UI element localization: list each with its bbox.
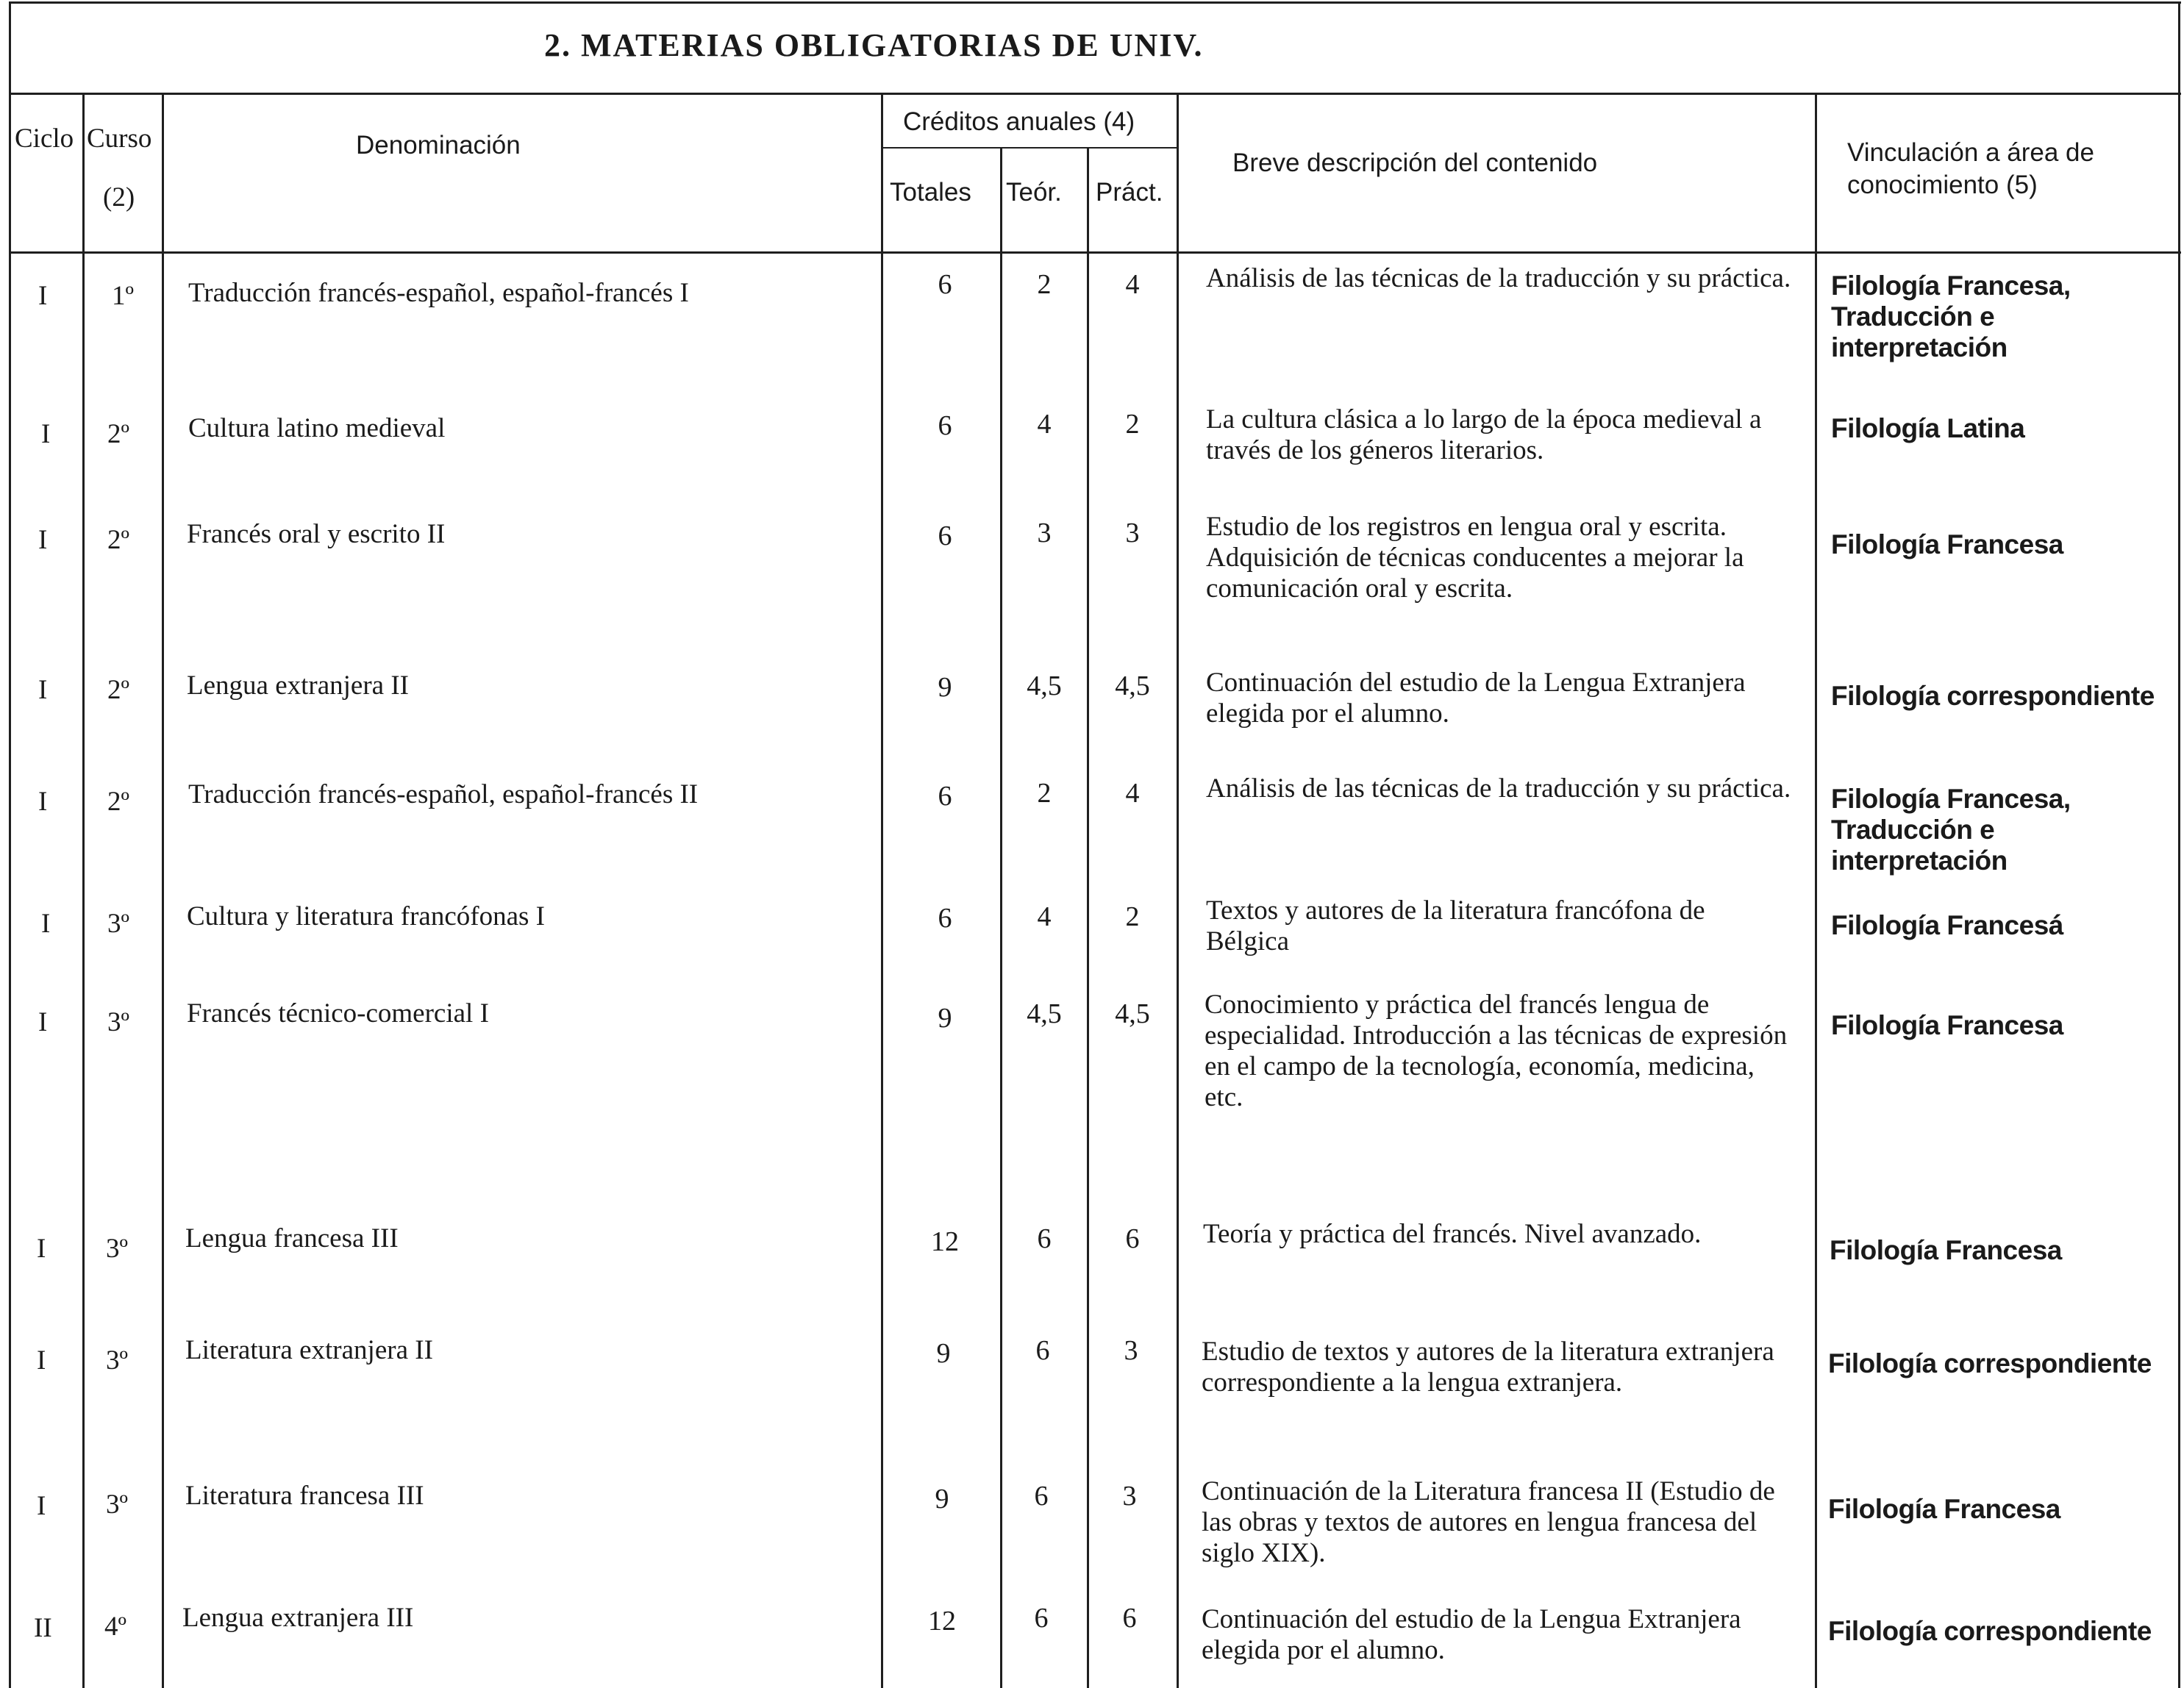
cell-teor: 3 bbox=[1037, 518, 1052, 548]
cell-vinculacion: Filología Latina bbox=[1831, 413, 2025, 443]
cell-pract: 3 bbox=[1122, 1481, 1137, 1512]
cell-ciclo: I bbox=[37, 1345, 46, 1376]
cell-vinculacion: Filología Francesá bbox=[1831, 910, 2063, 940]
cell-totales: 9 bbox=[935, 1484, 949, 1514]
table-border-right bbox=[2178, 1, 2180, 1688]
cell-vinculacion: Filología Francesa bbox=[1830, 1235, 2062, 1265]
cell-descripcion: Textos y autores de la literatura francófona de Bélgica bbox=[1206, 895, 1705, 956]
col-line-descripcion bbox=[1815, 94, 1817, 1688]
cell-totales: 9 bbox=[938, 1003, 952, 1034]
cell-vinculacion: Filología correspondiente bbox=[1828, 1616, 2152, 1646]
header-vinculacion: Vinculación a área de conocimiento (5) bbox=[1847, 138, 2094, 199]
cell-denominacion: Traducción francés-español, español-francés II bbox=[188, 779, 699, 809]
cell-pract: 4,5 bbox=[1115, 998, 1150, 1029]
cell-ciclo: I bbox=[38, 525, 48, 555]
cell-totales: 6 bbox=[938, 781, 952, 812]
cell-pract: 2 bbox=[1125, 409, 1140, 440]
cell-teor: 6 bbox=[1034, 1603, 1049, 1634]
cell-totales: 6 bbox=[938, 903, 952, 934]
cell-denominacion: Cultura y literatura francófonas I bbox=[187, 901, 545, 931]
header-divider bbox=[9, 251, 2181, 254]
cell-teor: 4 bbox=[1037, 901, 1052, 932]
cell-curso: 2º bbox=[107, 419, 129, 449]
cell-pract: 2 bbox=[1125, 901, 1140, 932]
cell-totales: 9 bbox=[938, 672, 952, 703]
header-pract: Práct. bbox=[1096, 178, 1163, 207]
cell-descripcion: Análisis de las técnicas de la traducción y su práctica. bbox=[1206, 773, 1791, 804]
col-line-pract bbox=[1177, 94, 1179, 1688]
cell-teor: 2 bbox=[1037, 778, 1052, 809]
cell-ciclo: I bbox=[41, 419, 51, 449]
cell-curso: 1º bbox=[112, 281, 134, 311]
cell-descripcion: Teoría y práctica del francés. Nivel avanzado. bbox=[1203, 1219, 1702, 1249]
cell-descripcion: Análisis de las técnicas de la traducción y su práctica. bbox=[1206, 263, 1791, 293]
cell-ciclo: II bbox=[34, 1613, 52, 1643]
cell-vinculacion: Filología correspondiente bbox=[1828, 1348, 2152, 1378]
col-line-denominacion bbox=[881, 94, 883, 1688]
cell-curso: 2º bbox=[107, 525, 129, 555]
cell-pract: 6 bbox=[1125, 1223, 1140, 1254]
creditos-subdivider bbox=[881, 147, 1177, 149]
cell-teor: 6 bbox=[1034, 1481, 1049, 1512]
table-border-left bbox=[9, 1, 11, 1688]
cell-curso: 3º bbox=[106, 1345, 128, 1376]
cell-curso: 2º bbox=[107, 675, 129, 705]
table-border-top bbox=[9, 1, 2181, 4]
cell-denominacion: Literatura extranjera II bbox=[185, 1335, 433, 1365]
cell-vinculacion: Filología Francesa, Traducción e interpretación bbox=[1831, 784, 2071, 876]
cell-denominacion: Francés técnico-comercial I bbox=[187, 998, 489, 1029]
cell-pract: 4,5 bbox=[1115, 670, 1150, 701]
cell-teor: 2 bbox=[1037, 269, 1052, 300]
cell-curso: 3º bbox=[107, 909, 129, 939]
cell-vinculacion: Filología Francesa, Traducción e interpretación bbox=[1831, 271, 2071, 362]
cell-vinculacion: Filología Francesa bbox=[1828, 1494, 2060, 1524]
header-totales: Totales bbox=[890, 178, 971, 207]
cell-curso: 3º bbox=[106, 1234, 128, 1264]
cell-teor: 4 bbox=[1037, 409, 1052, 440]
cell-ciclo: I bbox=[38, 281, 48, 311]
cell-denominacion: Lengua francesa III bbox=[185, 1223, 399, 1254]
cell-pract: 6 bbox=[1122, 1603, 1137, 1634]
cell-denominacion: Literatura francesa III bbox=[185, 1481, 424, 1511]
cell-denominacion: Lengua extranjera II bbox=[187, 670, 409, 701]
cell-teor: 4,5 bbox=[1027, 998, 1062, 1029]
cell-denominacion: Cultura latino medieval bbox=[188, 413, 446, 443]
cell-totales: 9 bbox=[936, 1338, 951, 1369]
cell-curso: 2º bbox=[107, 787, 129, 817]
cell-totales: 6 bbox=[938, 521, 952, 551]
cell-pract: 3 bbox=[1124, 1335, 1138, 1366]
cell-descripcion: Continuación de la Literatura francesa II (Estudio de las obras y textos de autores en lengua francesa del siglo XIX). bbox=[1202, 1476, 1775, 1568]
header-ciclo: Ciclo bbox=[15, 124, 74, 154]
cell-curso: 4º bbox=[104, 1612, 126, 1642]
cell-curso: 3º bbox=[107, 1007, 129, 1037]
header-curso-note: (2) bbox=[103, 182, 135, 212]
cell-vinculacion: Filología Francesa bbox=[1831, 1010, 2063, 1040]
cell-totales: 12 bbox=[931, 1226, 959, 1257]
cell-descripcion: Continuación del estudio de la Lengua Extranjera elegida por el alumno. bbox=[1206, 668, 1746, 729]
cell-descripcion: Estudio de los registros en lengua oral y escrita. Adquisición de técnicas conducentes a mejorar la comunicación oral y escrita. bbox=[1206, 512, 1744, 604]
cell-teor: 6 bbox=[1037, 1223, 1052, 1254]
cell-denominacion: Traducción francés-español, español-francés I bbox=[188, 278, 689, 308]
cell-pract: 4 bbox=[1125, 778, 1140, 809]
cell-ciclo: I bbox=[38, 675, 48, 705]
header-denominacion: Denominación bbox=[356, 131, 521, 160]
cell-totales: 6 bbox=[938, 410, 952, 441]
cell-pract: 4 bbox=[1125, 269, 1140, 300]
header-teor: Teór. bbox=[1006, 178, 1062, 207]
col-line-ciclo bbox=[82, 94, 85, 1688]
cell-ciclo: I bbox=[38, 787, 48, 817]
page-title: 2. MATERIAS OBLIGATORIAS DE UNIV. bbox=[544, 27, 1204, 63]
cell-vinculacion: Filología correspondiente bbox=[1831, 681, 2155, 711]
cell-denominacion: Francés oral y escrito II bbox=[187, 519, 446, 549]
cell-teor: 4,5 bbox=[1027, 670, 1062, 701]
cell-teor: 6 bbox=[1035, 1335, 1050, 1366]
header-creditos: Créditos anuales (4) bbox=[903, 107, 1135, 136]
cell-denominacion: Lengua extranjera III bbox=[182, 1603, 414, 1633]
cell-ciclo: I bbox=[37, 1234, 46, 1264]
cell-ciclo: I bbox=[41, 909, 51, 939]
header-curso: Curso bbox=[87, 124, 152, 154]
cell-descripcion: Continuación del estudio de la Lengua Extranjera elegida por el alumno. bbox=[1202, 1604, 1741, 1665]
col-line-curso bbox=[162, 94, 164, 1688]
cell-curso: 3º bbox=[106, 1489, 128, 1520]
cell-totales: 12 bbox=[928, 1606, 956, 1637]
cell-ciclo: I bbox=[37, 1491, 46, 1521]
cell-descripcion: La cultura clásica a lo largo de la época medieval a través de los géneros literarios. bbox=[1206, 404, 1762, 465]
cell-totales: 6 bbox=[938, 269, 952, 300]
header-descripcion: Breve descripción del contenido bbox=[1232, 149, 1598, 177]
title-divider bbox=[9, 93, 2181, 95]
cell-descripcion: Estudio de textos y autores de la literatura extranjera correspondiente a la lengua extranjera. bbox=[1202, 1337, 1774, 1398]
cell-descripcion: Conocimiento y práctica del francés lengua de especialidad. Introducción a las técnicas de expresión en el campo de la tecnología, economía, medicina, etc. bbox=[1205, 990, 1788, 1112]
cell-ciclo: I bbox=[38, 1007, 48, 1037]
cell-pract: 3 bbox=[1125, 518, 1140, 548]
cell-vinculacion: Filología Francesa bbox=[1831, 529, 2063, 559]
